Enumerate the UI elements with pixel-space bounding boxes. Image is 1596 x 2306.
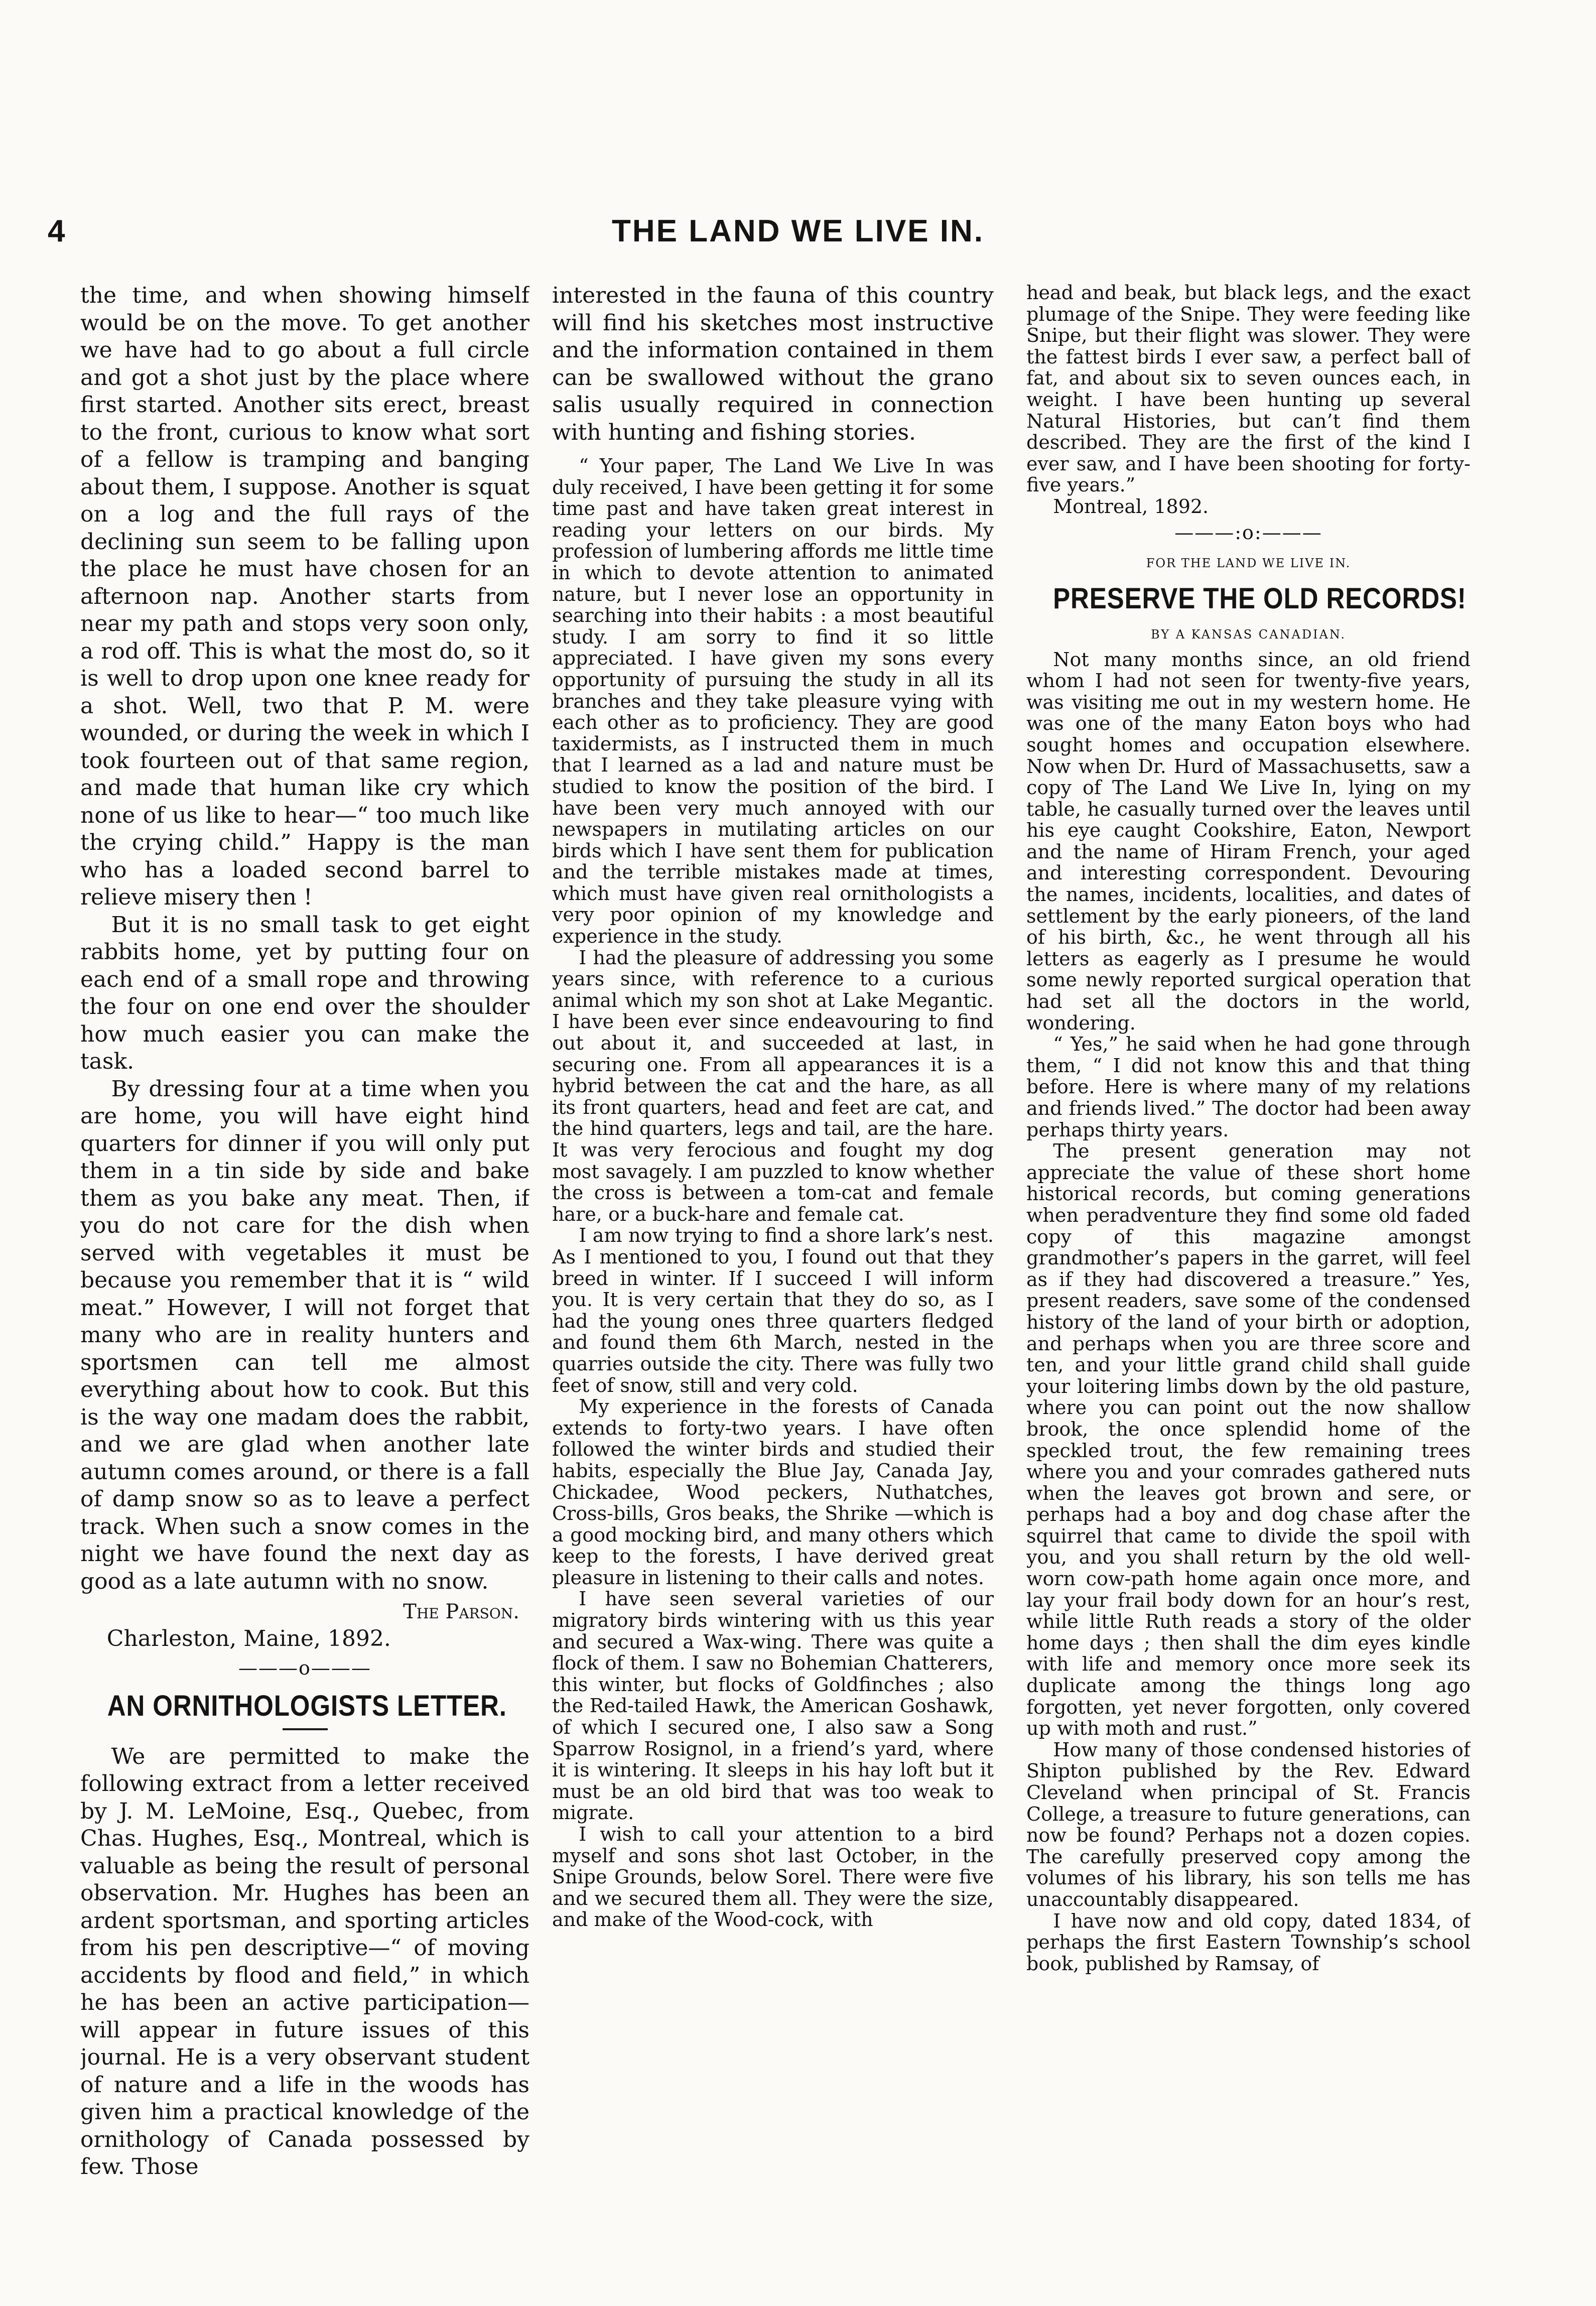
paragraph: the time, and when showing himself would be on the move. To get another we have had to go about a full circle and got a shot just by the place where first started. Another sits erect, breast to the front, curious to know what sort of a fellow is tramping and banging about them, I suppose. Another is squat on a log and the full rays of the declining sun seem to be falling upon the place he must have chosen for an afternoon nap. Another starts from near my path and stops very soon only, a rod off. This is what the most do, so it is well to drop upon one knee ready for a shot. Well, two that P. M. were wounded, or during the week in which I took fourteen out of that same region, and made that human like cry which none of us like to hear—“ too much like the crying child.” Happy is the man who has a loaded second barrel to relieve misery then ! <box>80 283 529 910</box>
article-intro: We are permitted to make the following extract from a letter received by J. M. LeMoine, Esq., Quebec, from Chas. Hughes, Esq., Montreal, which is valuable as being the result of personal observation. Mr. Hughes has been an ardent sportsman, and sporting articles from his pen descriptive—“ of moving accidents by flood and field,” in which he has been an active participation—will appear in future issues of this journal. He is a very observant student of nature and a life in the woods has given him a practical knowledge of the ornithology of Canada possessed by few. Those <box>80 1743 529 2180</box>
separator: ———o——— <box>238 1656 371 1679</box>
paragraph: Not many months since, an old friend whom I had not seen for twenty-five years, was visiting me out in my western home. He was one of the many Eaton boys who had sought homes and occupation elsewhere. Now when Dr. Hurd of Massachusetts, saw a copy of The Land We Live In, lying on my table, he casually turned over the leaves until his eye caught Cookshire, Eaton, Newport and the name of Hiram French, your aged and interesting correspondent. Devouring the names, incidents, localities, and dates of settlement by the early pioneers, of the land of his birth, &c., he went through all his letters as eagerly as I presume he would some newly reported surgical operation that had set all the doctors in the world, wondering. <box>1026 648 1471 1034</box>
paragraph: “ Yes,” he said when he had gone through them, “ I did not know this and that thing before. Here is where many of my relations and friends lived.” The doctor had been away perhaps thirty years. <box>1026 1033 1471 1141</box>
paragraph: The present generation may not appreciate the value of these short home historical records, but coming generations when peradventure they find some old faded copy of this magazine amongst grandmother’s papers in the garret, will feel as if they had discovered a treasure.” Yes, present readers, save some of the condensed history of the land of your birth or adoption, and perhaps when you are three score and ten, and your little grand child shall guide your loitering limbs down by the old pasture, where you can point out the now shallow brook, the once splendid home of the speckled trout, the few remaining trees where you and your comrades gathered nuts when the leaves got brown and sere, or perhaps had a boy and dog chase after the squirrel that came to divide the spoil with you, and you shall return by the old well-worn cow-path home again once more, and lay your frail body down for an hour’s rest, while little Ruth reads a story of the older home days ; then shall the dim eyes kindle with life and memory once more seek its duplicate among the things long ago forgotten, yet never forgotten, only covered up with moth and rust.” <box>1026 1140 1471 1740</box>
paragraph: By dressing four at a time when you are home, you will have eight hind quarters for dinner if you will only put them in a tin side by side and bake them as you bake any meat. Then, if you do not care for the dish when served with vegetables it must be because you remember that it is “ wild meat.” However, I will not forget that many who are in reality hunters and sportsmen can tell me almost everything about how to cook. But this is the way one madam does the rabbit, and we are glad when another late autumn comes around, or there is a fall of damp snow so as to leave a perfect track. When such a snow comes in the night we have found the next day as good as a late autumn with no snow. <box>80 1076 529 1594</box>
kicker: FOR THE LAND WE LIVE IN. <box>1146 556 1351 570</box>
letter-paragraph: My experience in the forests of Canada extends to forty-two years. I have often followed the winter birds and studied their habits, especially the Blue Jay, Canada Jay, Chickadee, Wood peckers, Nuthatches, Cross-bills, Gros beaks, the Shrike —which is a good mocking bird, and many others which keep to the forests, I have derived great pleasure in listening to their calls and notes. <box>552 1395 994 1589</box>
letter-place: Montreal, 1892. <box>1053 495 1209 518</box>
letter-paragraph: I had the pleasure of addressing you some years since, with reference to a curious animal which my son shot at Lake Megantic. I have been ever since endeavouring to find out about it, and succeeded at last, in securing one. From all appearances it is a hybrid between the cat and the hare, as all its front quarters, head and feet are cat, and the hind quarters, legs and tail, are the hare. It was very ferocious and fought my dog most savagely. I am puzzled to know whether the cross is between a tom-cat and female hare, or a buck-hare and female cat. <box>552 946 994 1225</box>
paragraph: How many of those condensed histories of Shipton published by the Rev. Edward Cleveland when principal of St. Francis College, a treasure to future generations, can now be found? Perhaps not a dozen copies. The carefully preserved copy among the volumes of his library, his son tells me has unaccountably disappeared. <box>1026 1738 1471 1910</box>
article-title: PRESERVE THE OLD RECORDS! <box>1053 582 1467 615</box>
column-2 <box>552 282 994 2285</box>
page-number: 4 <box>48 214 65 248</box>
intro-continued: interested in the fauna of this country will find his sketches most instructive and the information contained in them can be swallowed without the grano salis usually required in connection with hunting and fishing stories. <box>552 283 994 445</box>
running-head: THE LAND WE LIVE IN. <box>612 214 984 248</box>
column-3 <box>1026 282 1471 2285</box>
letter-paragraph: “ Your paper, The Land We Live In was duly received, I have been getting it for some time past and have taken great interest in reading your letters on our birds. My profession of lumbering affords me little time in which to devote attention to animated nature, but I never lose an opportunity in searching into their habits : a most beautiful study. I am sorry to find it so little appreciated. I have given my sons every opportunity of pursuing the study in all its branches and they take pleasure vying with each other as to proficiency. They are good taxidermists, as I instructed them in much that I learned as a lad and nature must be studied to know the position of the bird. I have been very much annoyed with our newspapers in mutilating articles on our birds which I have sent them for publication and the terrible mistakes made at times, which must have given real ornithologists a very poor opinion of my knowledge and experience in the study. <box>552 455 994 948</box>
paragraph: I have now and old copy, dated 1834, of perhaps the first Eastern Township’s school book, published by Ramsay, of <box>1026 1909 1471 1975</box>
title-rule <box>283 1728 328 1730</box>
place-date: Charleston, Maine, 1892. <box>106 1626 391 1651</box>
column-1 <box>80 282 529 2285</box>
paragraph: But it is no small task to get eight rabbits home, yet by putting four on each end of a small rope and throwing the four on one end over the shoulder how much easier you can make the task. <box>80 912 529 1074</box>
article-title: AN ORNITHOLOGISTS LETTER. <box>107 1689 507 1722</box>
letter-paragraph: I am now trying to find a shore lark’s nest. As I mentioned to you, I found out that they breed in winter. If I succeed I will inform you. It is very certain that they do so, as I had the young ones three quarters fledged and found them 6th March, nested in the quarries outside the city. There was fully two feet of snow, still and very cold. <box>552 1224 994 1396</box>
signature: The Parson. <box>403 1600 519 1623</box>
separator: ———:o:——— <box>1174 521 1322 544</box>
byline: BY A KANSAS CANADIAN. <box>1151 627 1346 642</box>
letter-paragraph: I wish to call your attention to a bird myself and sons shot last October, in the Snipe Grounds, below Sorel. There were five and we secured them all. They were the size, and make of the Wood-cock, with <box>552 1823 994 1931</box>
letter-end: head and beak, but black legs, and the exact plumage of the Snipe. They were feeding like Snipe, but their flight was slower. They were the fattest birds I ever saw, a perfect ball of fat, and about six to seven ounces each, in weight. I have been hunting up several Natural Histories, but can’t find them described. They are the first of the kind I ever saw, and I have been shooting for forty-five years.” <box>1026 282 1471 496</box>
letter-paragraph: I have seen several varieties of our migratory birds wintering with us this year and secured a Wax-wing. There was quite a flock of them. I saw no Bohemian Chatterers, this winter, but flocks of Goldfinches ; also the Red-tailed Hawk, the American Goshawk, of which I secured one, I also saw a Song Sparrow Rosignol, in a friend’s yard, where it is wintering. It sleeps in his hay loft but it must be an old bird that was too weak to migrate. <box>552 1588 994 1824</box>
